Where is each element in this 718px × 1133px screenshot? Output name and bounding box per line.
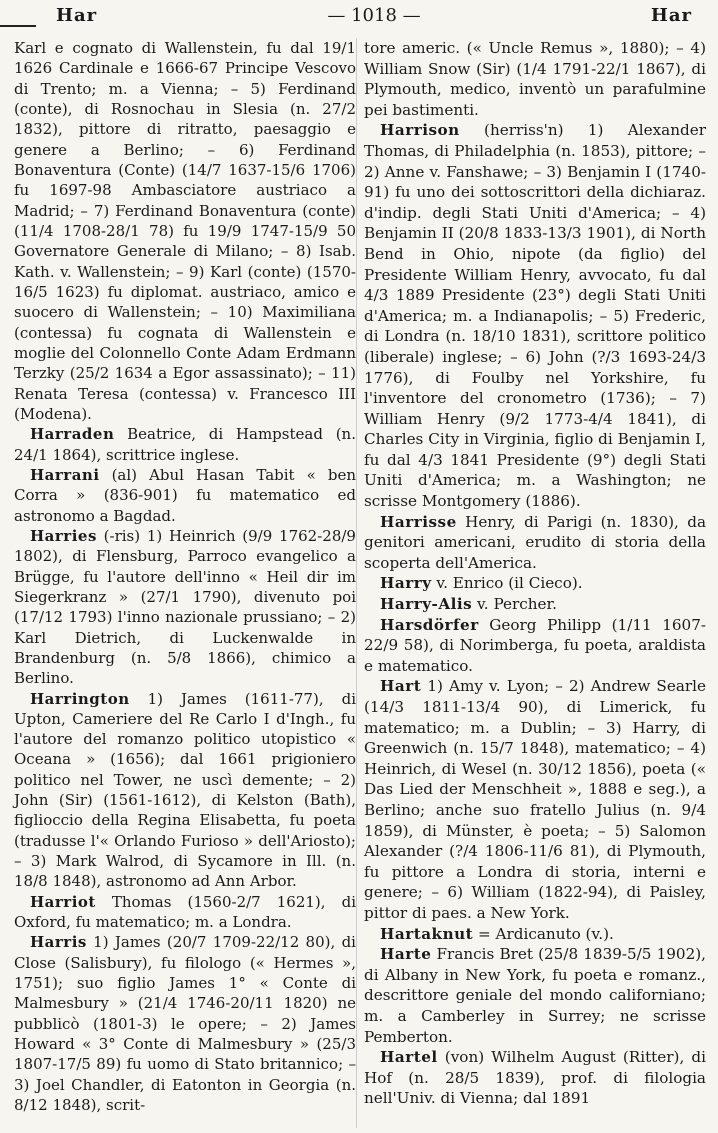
entry-continuation <box>364 38 706 120</box>
entry-text: (-ris) 1) Heinrich (9/9 1762-28/9 1802), di Flensburg, Parroco evangelico a Brügge, fu l'autore dell'inno « Heil dir im Siegerkranz » (27/1 1790), divenuto poi (17/12 1793) l'inno nazionale prussiano; – 2) Karl Dietrich, di Luckenwalde in Brandenburg (n. 5/8 1866), chimico a Berlino. <box>14 526 356 688</box>
entry-headword: Hartaknut <box>380 924 474 943</box>
dictionary-entry <box>364 944 706 1047</box>
entry-headword: Harriot <box>30 892 96 911</box>
dictionary-entry <box>14 465 356 526</box>
running-header <box>0 0 718 30</box>
entry-headword: Harrisse <box>380 512 457 531</box>
entry-text: 1) Amy v. Lyon; – 2) Andrew Searle (14/3 1811-13/4 90), di Limerick, fu matematico; m. a Dublin; – 3) Harry, di Greenwich (n. 15/7 1848), matematico; – 4) Heinrich, di Wesel (n. 30/12 1856), poeta (« Das Lied der Menschheit », 1888 e seg.), a Berlino; anche suo fratello Julius (n. 9/4 1859), di Münster, è poeta; – 5) Salomon Alexander (?/4 1806-11/6 81), di Plymouth, fu pittore a Londra di storia, interni e genere; – 6) William (1822-94), di Paisley, pittor di paes. a New York. <box>364 677 706 922</box>
entry-headword: Harry <box>380 574 432 593</box>
dictionary-entry <box>14 424 356 465</box>
dictionary-entry <box>364 676 706 923</box>
header-rule <box>0 25 36 27</box>
entry-headword: Hart <box>380 677 422 696</box>
entry-headword: Harte <box>380 945 432 964</box>
entry-text: tore americ. (« Uncle Remus », 1880); – 4) William Snow (Sir) (1/4 1791-22/1 1867), di Plymouth, medico, inventò un parafulmine pei bastimenti. <box>364 39 706 119</box>
entry-text: Georg Philipp (1/11 1607-22/9 58), di Norimberga, fu poeta, araldista e matematico. <box>364 615 707 675</box>
entry-text: = Ardicanuto (v.). <box>478 924 614 943</box>
entry-text: Karl e cognato di Wallenstein, fu dal 19/1 1626 Cardinale e 1666-67 Principe Vescovo di Trento; m. a Vienna; – 5) Ferdinand (conte), di Rosnochau in Slesia (n. 27/2 1832), pittore di ritratto, paesaggio e genere a Berlino; – 6) Ferdinand Bonaventura (Conte) (14/7 1637-15/6 1706) fu 1697-98 Ambasciatore austriaco a Madrid; – 7) Ferdinand Bonaventura (conte) (11/4 1708-28/1 78) fu 19/9 1747-15/9 50 Governatore Generale di Milano; – 8) Isab. Kath. v. Wallenstein; – 9) Karl (conte) (1570-16/5 1623) fu diplomat. austriaco, amico e suocero di Wallenstein; – 10) Maximiliana (contessa) fu cognata di Wallenstein e moglie del Colonnello Conte Adam Erdmann Terzky (25/2 1634 a Egor assassinato); – 11) Renata Teresa (contessa) v. Francesco III (Modena). <box>14 39 356 423</box>
dictionary-entry <box>364 120 706 511</box>
dictionary-entry <box>14 892 356 933</box>
entry-text: Thomas (1560-2/7 1621), di Oxford, fu matematico; m. a Londra. <box>14 892 356 932</box>
dictionary-entry <box>364 573 706 594</box>
entry-text: Beatrice, di Hampstead (n. 24/1 1864), scrittrice inglese. <box>14 425 356 464</box>
header-right-guideword: Har <box>650 4 692 26</box>
dictionary-entry <box>14 932 356 1115</box>
header-left-guideword: Har <box>56 4 98 26</box>
left-column <box>14 38 356 1115</box>
entry-headword: Harrington <box>30 689 130 708</box>
entry-headword: Harsdörfer <box>380 615 479 634</box>
entry-text: 1) James (20/7 1709-22/12 80), di Close (Salisbury), fu filologo (« Hermes », 1751); suo figlio James 1° « Conte di Malmesbury » (21/4 1746-20/11 1820) ne pubblicò (1801-3) le opere; – 2) James Howard « 3° Conte di Malmesbury » (25/3 1807-17/5 89) fu uomo di Stato britannico; – 3) Joel Chandler, di Eatonton in Georgia (n. 8/12 1848), scrit- <box>14 933 356 1115</box>
entry-text: (herriss'n) 1) Alexander Thomas, di Philadelphia (n. 1853), pittore; – 2) Anne v. Fanshawe; – 3) Benjamin I (1740-91) fu uno dei sottoscrittori della dichiaraz. d'indip. degli Stati Uniti d'America; – 4) Benjamin II (20/8 1833-13/3 1901), di North Bend in Ohio, nipote (da figlio) del Presidente William Henry, avvocato, fu dal 4/3 1889 Presidente (23°) degli Stati Uniti d'America; m. a Indianapolis; – 5) Frederic, di Londra (n. 18/10 1831), scrittore politico (liberale) inglese; – 6) John (?/3 1693-24/3 1776), di Foulby nel Yorkshire, fu l'inventore del cronometro (1736); – 7) William Henry (9/2 1773-4/4 1841), di Charles City in Virginia, figlio di Benjamin I, fu dal 4/3 1841 Presidente (9°) degli Stati Uniti d'America; m. a Washington; ne scrisse Montgomery (1886). <box>364 121 706 511</box>
entry-headword: Hartel <box>380 1048 438 1067</box>
entry-text: Francis Bret (25/8 1839-5/5 1902), di Albany in New York, fu poeta e romanz., descrittore geniale del mondo californiano; m. a Camberley in Surrey; ne scrisse Pemberton. <box>364 945 707 1046</box>
entry-text: (al) Abul Hasan Tabit « ben Corra » (836-901) fu matematico ed astronomo a Bagdad. <box>14 465 356 525</box>
dictionary-entry <box>364 924 706 945</box>
entry-headword: Harrani <box>30 465 100 484</box>
entry-text: v. Enrico (il Cieco). <box>436 574 583 593</box>
column-divider <box>356 38 357 1128</box>
entry-headword: Harraden <box>30 425 115 444</box>
dictionary-entry <box>14 689 356 892</box>
entry-text: (von) Wilhelm August (Ritter), di Hof (n. 28/5 1839), prof. di filologia nell'Univ. di Vienna; dal 1891 <box>364 1048 707 1108</box>
entry-text: v. Percher. <box>477 595 557 614</box>
dictionary-entry <box>364 615 706 677</box>
dictionary-entry <box>364 594 706 615</box>
right-column <box>364 38 706 1109</box>
entry-headword: Harris <box>30 933 87 952</box>
entry-text: Henry, di Parigi (n. 1830), da genitori americani, erudito di storia della scoperta dell'America. <box>364 512 707 572</box>
dictionary-entry <box>14 526 356 689</box>
entry-text: 1) James (1611-77), di Upton, Cameriere del Re Carlo I d'Ingh., fu l'autore del romanzo politico utopistico « Oceana » (1656); dal 1661 prigioniero politico nel Tower, ne uscì demente; – 2) John (Sir) (1561-1612), di Kelston (Bath), figlioccio della Regina Elisabetta, fu poeta (tradusse l'« Orlando Furioso » dell'Ariosto); – 3) Mark Walrod, di Sycamore in Ill. (n. 18/8 1848), astronomo ad Ann Arbor. <box>14 689 356 891</box>
entry-headword: Harry-Alis <box>380 595 473 614</box>
page-number: — 1018 — <box>327 4 421 26</box>
dictionary-entry <box>364 512 706 574</box>
entry-headword: Harrison <box>380 121 460 140</box>
entry-headword: Harries <box>30 526 97 545</box>
dictionary-entry <box>364 1047 706 1109</box>
entry-continuation <box>14 38 356 424</box>
